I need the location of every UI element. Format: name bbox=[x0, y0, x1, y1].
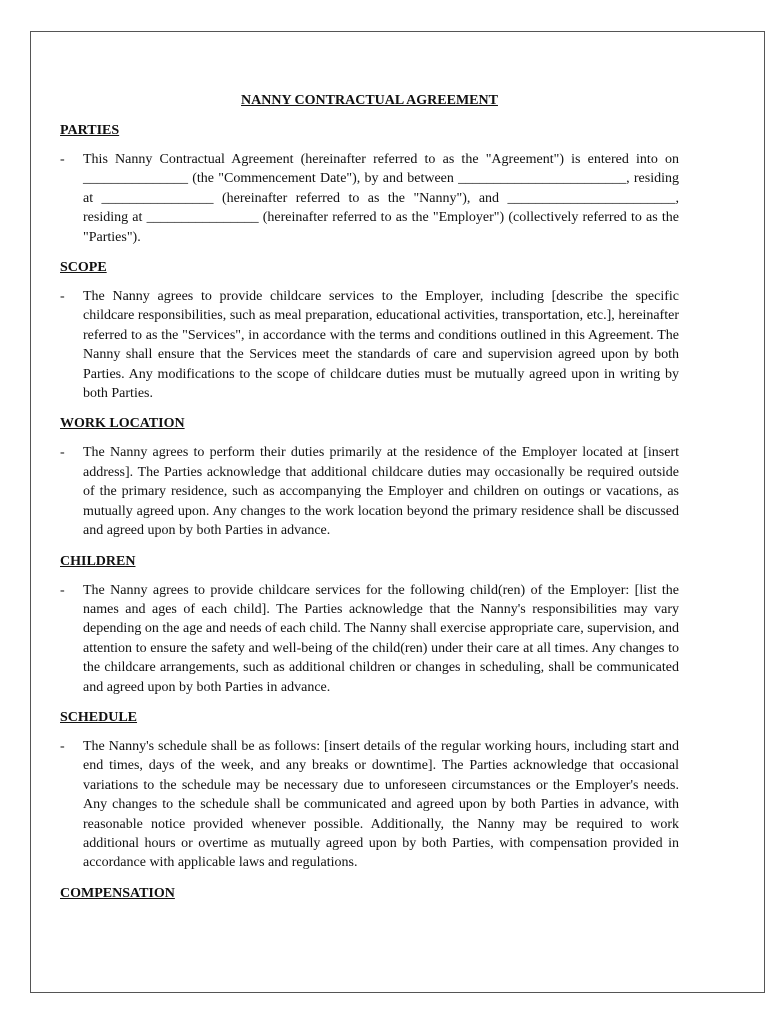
clause-text-children: The Nanny agrees to provide childcare services for the following child(ren) of the Employer: [list the names and ages of each child]. The Parties acknowledge that the Nanny's responsibilities may vary depending on the age and needs of each child. The Nanny shall exercise appropriate care, supervision, and attention to ensure the safety and well-being of the child(ren) under their care at all times. Any changes to the childcare arrangements, such as additional children or changes in scheduling, shall be communicated and agreed upon by both Parties in advance. bbox=[83, 582, 679, 695]
section-heading-work-location: WORK LOCATION bbox=[60, 416, 185, 432]
bullet-dash: - bbox=[60, 152, 65, 167]
clause-text-schedule: The Nanny's schedule shall be as follows: [insert details of the regular working hours, including start and end times, days of the week, and any breaks or downtime]. The Parties acknowledge that occasional variations to the schedule may be necessary due to unforeseen circumstances or the Employer's needs. Any changes to the schedule shall be communicated and agreed upon by both Parties in advance, with reasonable notice provided whenever possible. Additionally, the Nanny may be required to work additional hours or overtime as mutually agreed upon by both Parties, with compensation provided in accordance with applicable laws and regulations. bbox=[83, 738, 679, 871]
bullet-dash: - bbox=[60, 445, 65, 461]
section-schedule bbox=[60, 709, 679, 873]
section-work-location bbox=[60, 415, 679, 540]
section-heading-schedule: SCHEDULE bbox=[60, 709, 138, 725]
section-heading-scope: SCOPE bbox=[60, 260, 107, 276]
section-heading-compensation: COMPENSATION bbox=[60, 885, 175, 901]
clause-text-scope: The Nanny agrees to provide childcare services to the Employer, including [describe the specific childcare responsibilities, such as meal preparation, educational activities, transportation, etc.], hereinafter referred to as the "Services", in accordance with the terms and conditions outlined in this Agreement. The Nanny shall ensure that the Services meet the standards of care and supervision agreed upon by both Parties. Any modifications to the scope of childcare duties must be mutually agreed upon in writing by both Parties. bbox=[83, 289, 679, 402]
document-title: NANNY CONTRACTUAL AGREEMENT bbox=[241, 93, 498, 108]
section-heading-parties: PARTIES bbox=[60, 123, 120, 138]
bullet-dash: - bbox=[60, 582, 65, 598]
clause-children bbox=[60, 581, 679, 697]
section-scope bbox=[60, 259, 679, 403]
bullet-dash: - bbox=[60, 289, 65, 305]
clause-work-location bbox=[60, 443, 679, 540]
section-heading-children: CHILDREN bbox=[60, 553, 136, 569]
section-parties bbox=[60, 122, 679, 247]
bullet-dash: - bbox=[60, 738, 65, 754]
clause-text-parties: This Nanny Contractual Agreement (hereinafter referred to as the "Agreement") is entered into on _______________ (the "Commencement Date"), by and between ________________________, residing at ________________ (hereinafter referred to as the "Nanny"), and ________________________, residing at ________________ (hereinafter referred to as the "Employer") (collectively referred to as the "Parties"). bbox=[83, 152, 679, 245]
clause-schedule bbox=[60, 737, 679, 873]
clause-scope bbox=[60, 287, 679, 403]
document-body bbox=[60, 92, 679, 913]
clause-text-work-location: The Nanny agrees to perform their duties primarily at the residence of the Employer located at [insert address]. The Parties acknowledge that additional childcare duties may occasionally be required outside of the primary residence, such as accompanying the Employer and children on outings or vacations, as mutually agreed upon. Any changes to the work location beyond the primary residence shall be discussed and agreed upon by both Parties in advance. bbox=[83, 445, 679, 539]
section-children bbox=[60, 553, 679, 697]
section-compensation bbox=[60, 885, 679, 903]
clause-parties bbox=[60, 150, 679, 247]
